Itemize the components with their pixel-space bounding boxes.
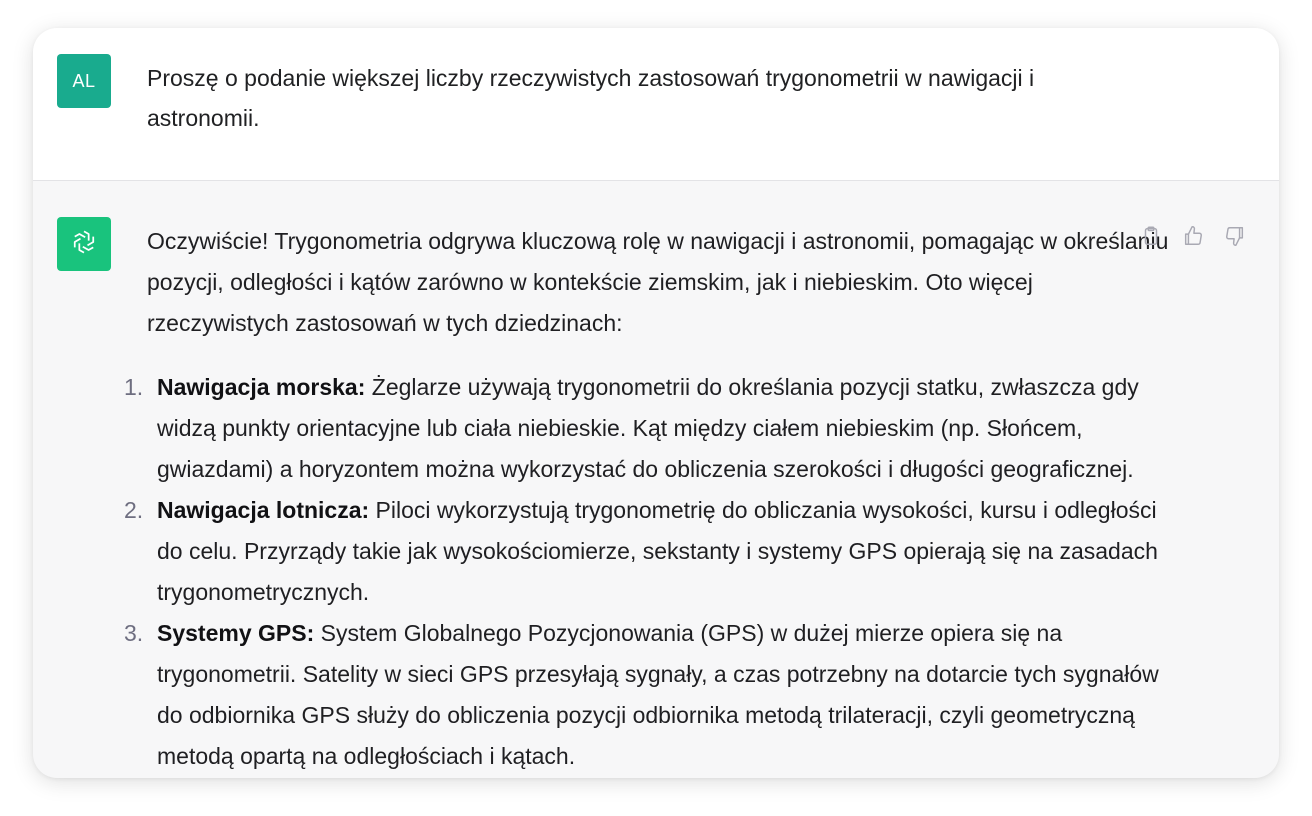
clipboard-icon bbox=[1140, 225, 1162, 252]
list-item bbox=[124, 613, 1177, 777]
list-item-number: 3. bbox=[124, 620, 144, 646]
list-item bbox=[124, 490, 1177, 613]
assistant-intro: Oczywiście! Trygonometria odgrywa kluczową rolę w nawigacji i astronomii, pomagając w określaniu pozycji, odległości i kątów zarówno w kontekście ziemskim, jak i niebieskim. Oto więcej rzeczywistych zastosowań w tych dziedzinach: bbox=[147, 228, 1169, 336]
openai-logo-icon bbox=[68, 226, 100, 263]
thumbs-down-icon bbox=[1224, 225, 1246, 252]
list-item-title: Nawigacja lotnicza: bbox=[157, 497, 370, 523]
list-item-title: Nawigacja morska: bbox=[157, 374, 366, 400]
list-item-text: Żeglarze używają trygonometrii do określania pozycji statku, zwłaszcza gdy widzą punkty orientacyjne lub ciała niebieskie. Kąt między ciałem niebieskim (np. Słońcem, gwiazdami) a horyzontem można wykorzystać do obliczenia szerokości i długości geograficznej. bbox=[157, 374, 1139, 482]
message-actions bbox=[1137, 224, 1249, 252]
assistant-message bbox=[124, 221, 1177, 777]
thumbs-up-button[interactable] bbox=[1179, 224, 1207, 252]
user-message-row bbox=[33, 28, 1279, 181]
user-message-text: Proszę o podanie większej liczby rzeczywistych zastosowań trygonometrii w nawigacji i astronomii. bbox=[147, 65, 1035, 131]
list-item-text: System Globalnego Pozycjonowania (GPS) w dużej mierze opiera się na trygonometrii. Satelity w sieci GPS przesyłają sygnały, a czas potrzebny na dotarcie tych sygnałów do odbiornika GPS służy do obliczenia pozycji odbiornika metodą trilateracji, czyli geometryczną metodą opartą na odległościach i kątach. bbox=[157, 620, 1159, 769]
thumbs-down-button[interactable] bbox=[1221, 224, 1249, 252]
list-item-number: 2. bbox=[124, 497, 144, 523]
chat-card bbox=[33, 28, 1279, 778]
list-item-title: Systemy GPS: bbox=[157, 620, 315, 646]
list-item bbox=[124, 367, 1177, 490]
thumbs-up-icon bbox=[1182, 225, 1204, 252]
assistant-avatar bbox=[57, 217, 111, 271]
list-item-number: 1. bbox=[124, 374, 144, 400]
user-avatar: AL bbox=[57, 54, 111, 108]
list-item-text: Piloci wykorzystują trygonometrię do obliczania wysokości, kursu i odległości do celu. Przyrządy takie jak wysokościomierze, sekstanty i systemy GPS opierają się na zasadach trygonometrycznych. bbox=[157, 497, 1158, 605]
applications-list bbox=[124, 367, 1177, 777]
copy-button[interactable] bbox=[1137, 224, 1165, 252]
